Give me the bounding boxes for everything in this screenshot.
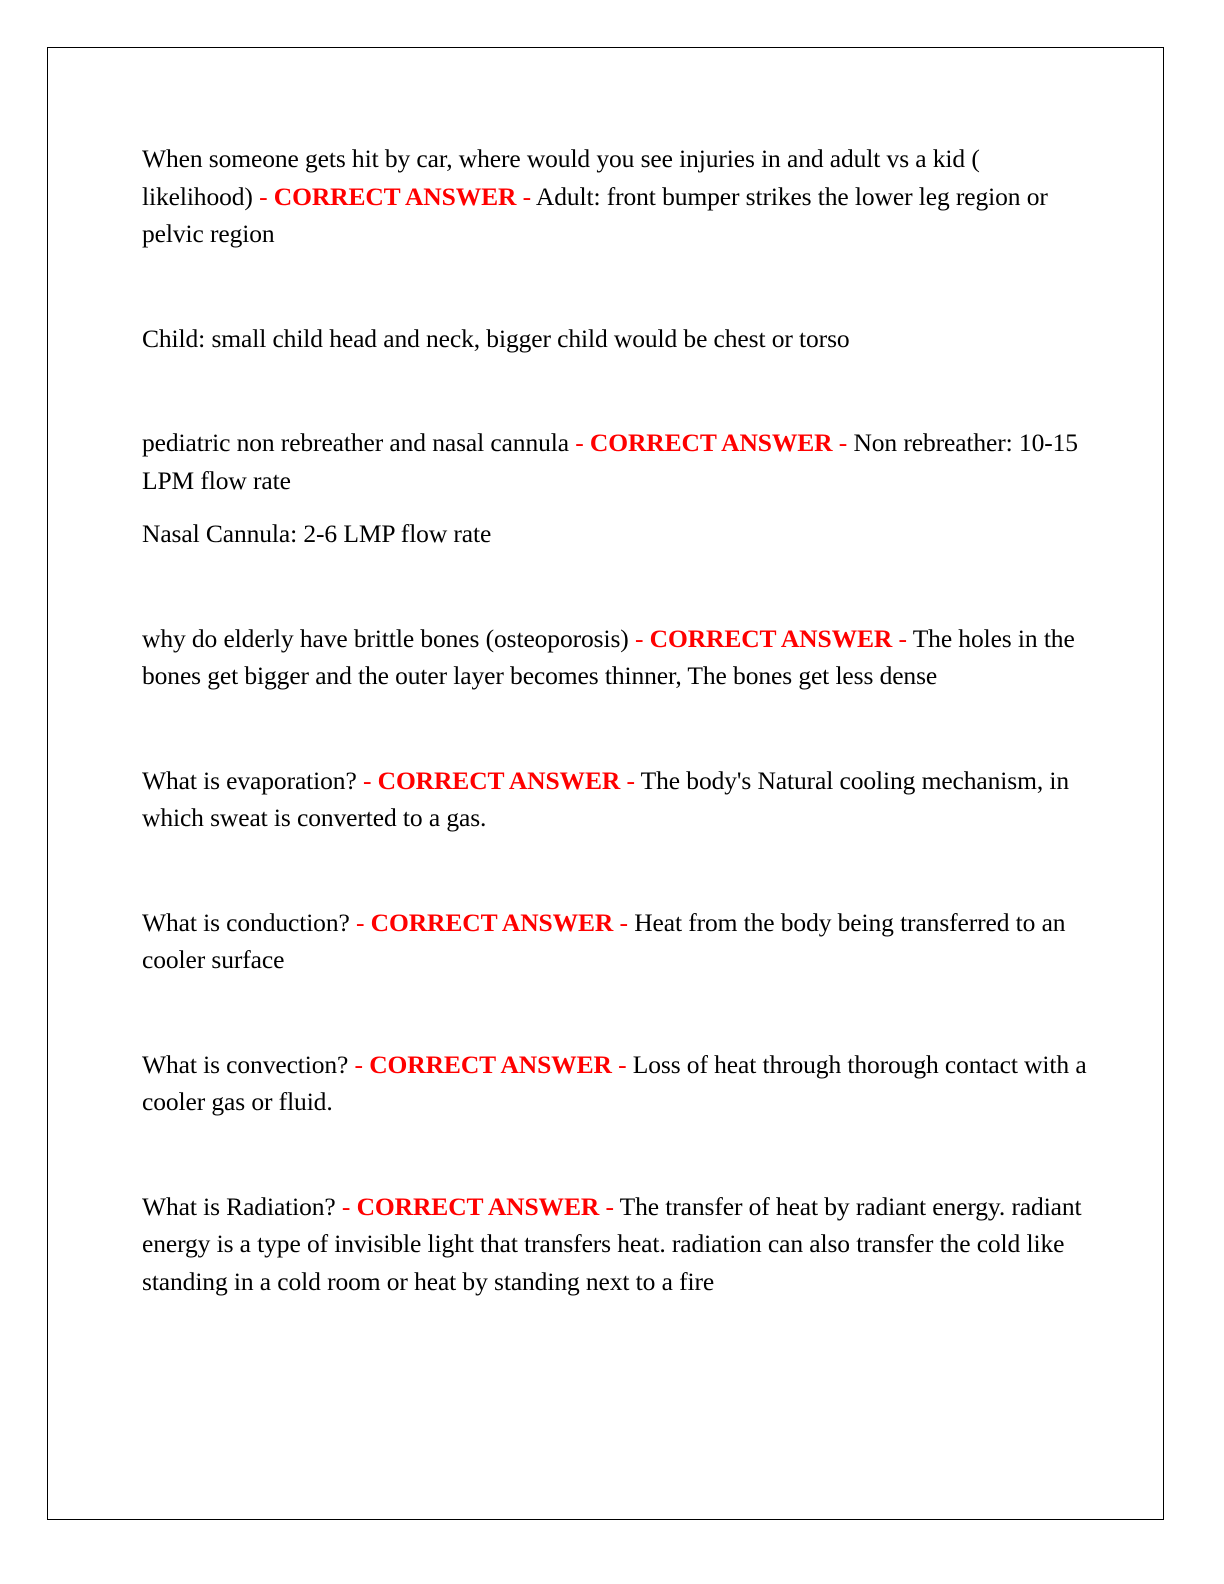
- separator: -: [252, 181, 274, 211]
- qa-item-convection: [142, 1046, 1087, 1121]
- correct-answer-label: CORRECT ANSWER: [356, 1191, 600, 1221]
- qa-item-osteoporosis: [142, 620, 1087, 695]
- answer-text: Nasal Cannula: 2-6 LMP flow rate: [142, 519, 492, 548]
- correct-answer-label: CORRECT ANSWER: [273, 181, 517, 211]
- correct-answer-label: CORRECT ANSWER: [377, 765, 621, 795]
- qa-item-conduction: [142, 904, 1087, 979]
- qa-item-radiation: [142, 1188, 1087, 1301]
- qa-continuation-child: [142, 320, 1087, 358]
- qa-item-evaporation: [142, 762, 1087, 837]
- qa-item-injuries: [142, 140, 1087, 253]
- question-text: why do elderly have brittle bones (osteoporosis): [142, 623, 629, 653]
- correct-answer-label: CORRECT ANSWER: [589, 428, 833, 457]
- separator: -: [516, 181, 536, 211]
- separator: -: [335, 1191, 357, 1221]
- answer-text: The holes in the bones get bigger and the outer layer becomes thinner, The bones get less dense: [142, 623, 1075, 690]
- document-body: [142, 140, 1087, 1300]
- qa-item-pediatric-oxygen: [142, 424, 1087, 499]
- answer-text: Child: small child head and neck, bigger child would be chest or torso: [142, 323, 850, 353]
- answer-text: The body's Natural cooling mechanism, in which sweat is converted to a gas.: [142, 765, 1070, 832]
- question-text: What is evaporation?: [142, 765, 357, 795]
- answer-text: Loss of heat through thorough contact with a cooler gas or fluid.: [142, 1049, 1087, 1116]
- answer-text: Heat from the body being transferred to an cooler surface: [142, 907, 1066, 974]
- answer-text: Non rebreather: 10-15 LPM flow rate: [142, 428, 1078, 495]
- qa-continuation-nasal-cannula: [142, 515, 1087, 553]
- separator: -: [349, 907, 371, 937]
- question-text: What is Radiation?: [142, 1191, 336, 1221]
- separator: -: [892, 623, 913, 653]
- separator: -: [599, 1191, 620, 1221]
- question-text: What is conduction?: [142, 907, 350, 937]
- separator: -: [356, 765, 378, 795]
- separator: -: [832, 428, 854, 457]
- separator: -: [611, 1049, 633, 1079]
- separator: -: [568, 428, 590, 457]
- separator: -: [613, 907, 635, 937]
- question-text: What is convection?: [142, 1049, 349, 1079]
- answer-text: The transfer of heat by radiant energy. radiant energy is a type of invisible light that transfers heat. radiation can also transfer the cold like standing in a cold room or heat by standing next to a fire: [142, 1191, 1082, 1296]
- separator: -: [620, 765, 641, 795]
- separator: -: [348, 1049, 370, 1079]
- separator: -: [628, 623, 650, 653]
- question-text: pediatric non rebreather and nasal cannula: [142, 428, 569, 457]
- question-text: When someone gets hit by car, where would you see injuries in and adult vs a kid ( likelihood): [142, 144, 980, 211]
- correct-answer-label: CORRECT ANSWER: [649, 623, 893, 653]
- correct-answer-label: CORRECT ANSWER: [369, 1049, 612, 1079]
- correct-answer-label: CORRECT ANSWER: [370, 907, 614, 937]
- answer-text: Adult: front bumper strikes the lower leg region or pelvic region: [142, 181, 1048, 248]
